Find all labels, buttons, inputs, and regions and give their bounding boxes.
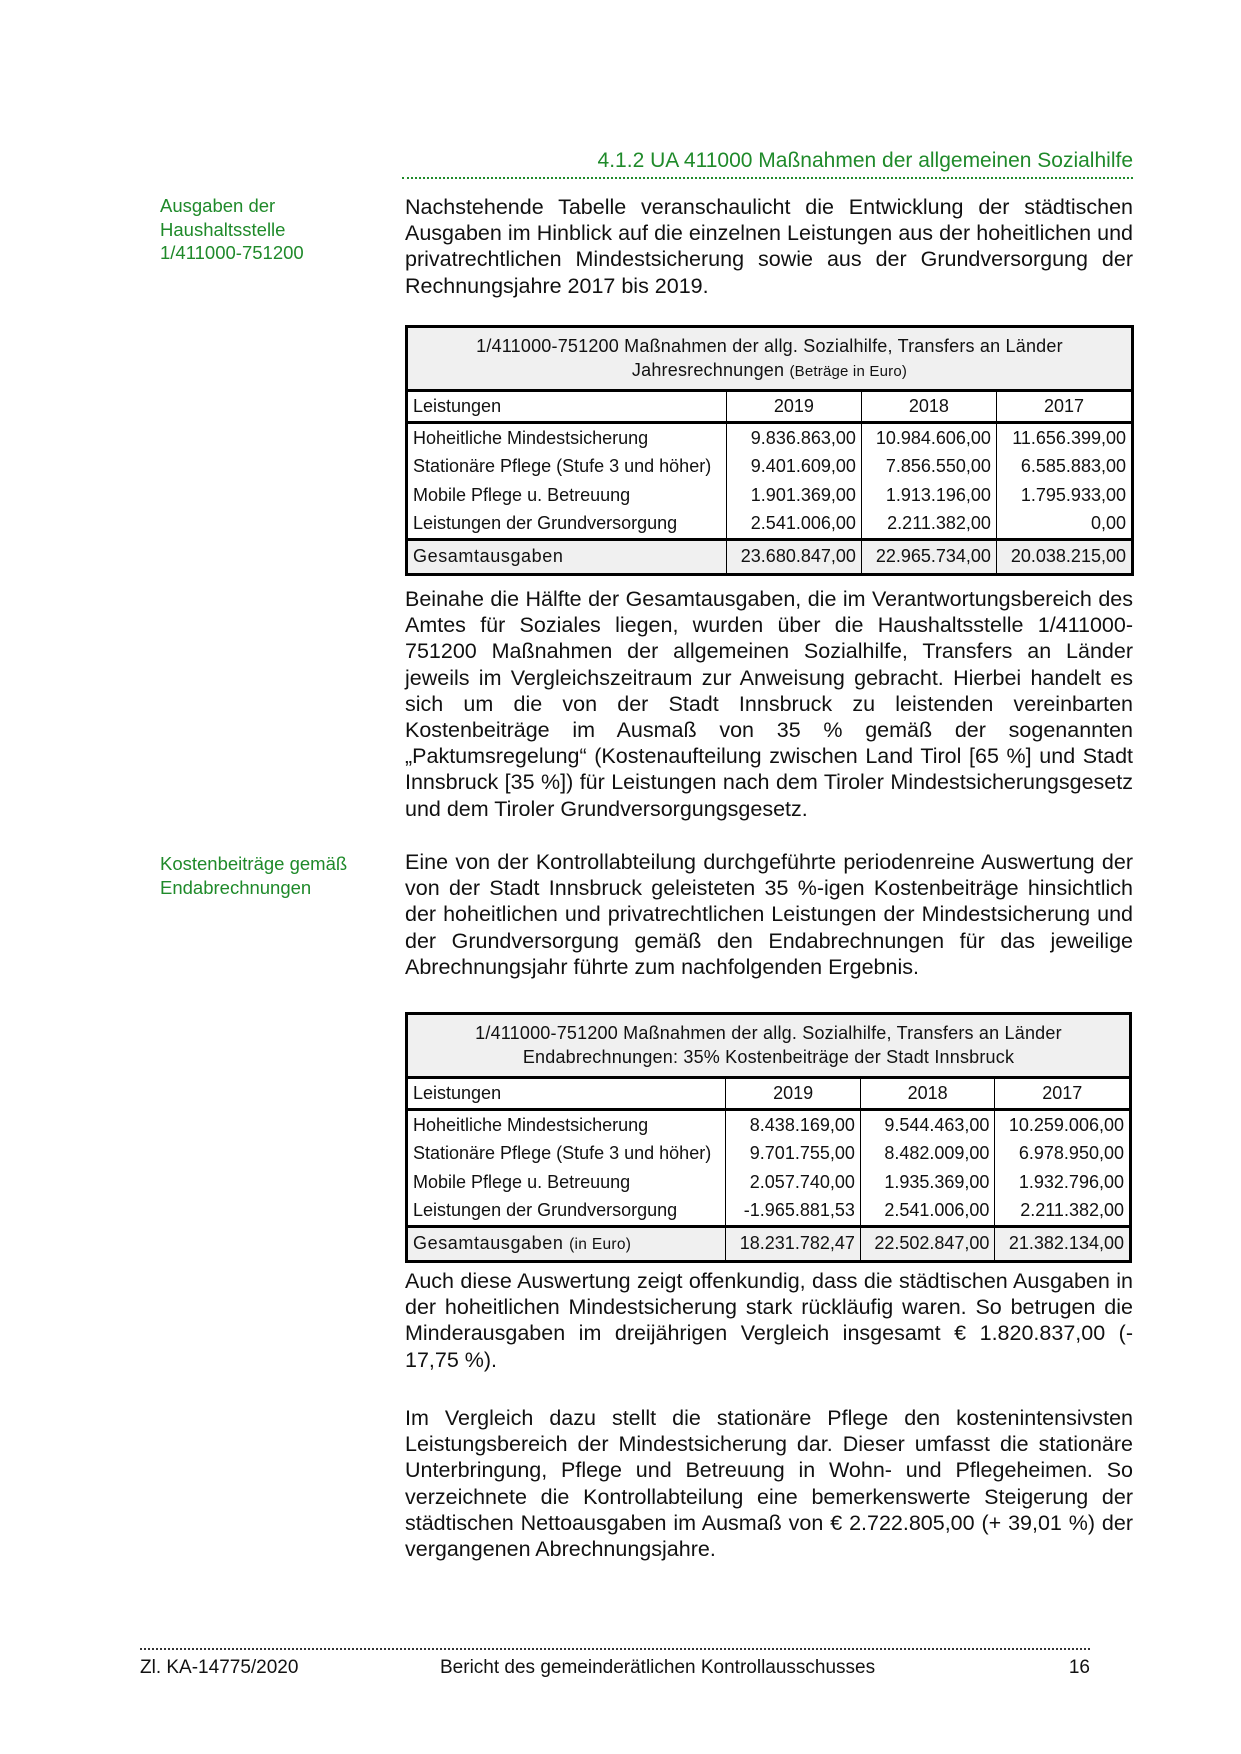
table-title-row xyxy=(407,327,1133,391)
paragraph-minderausgaben xyxy=(405,1268,1133,1373)
table-title-unit: (Beträge in Euro) xyxy=(789,363,908,380)
sidebar-label-line: Kostenbeiträge gemäß xyxy=(160,853,348,874)
table-title xyxy=(407,327,1133,391)
total-value: 18.231.782,47 xyxy=(726,1226,861,1261)
column-header: Leistungen xyxy=(407,1078,726,1110)
column-header: 2017 xyxy=(995,1078,1131,1110)
page-number: 16 xyxy=(1068,1657,1090,1678)
heading-divider xyxy=(402,177,1133,179)
cell-value: 8.438.169,00 xyxy=(726,1109,861,1139)
row-label: Hoheitliche Mindestsicherung xyxy=(407,422,727,452)
cell-value: 1.913.196,00 xyxy=(861,481,996,510)
table-title-line2: Jahresrechnungen (Beträge in Euro) xyxy=(631,360,908,380)
column-header: 2017 xyxy=(996,391,1132,423)
paragraph-text: Auch diese Auswertung zeigt offenkundig, dass die städtischen Ausgaben in der hoheitlichen Mindestsicherung stark rückläufig waren. So betrugen die Minderausgaben im dreijährigen Vergleich insgesamt € 1.820.837,00 (- 17,75 %). xyxy=(405,1269,1133,1372)
sidebar-label-line: Haushaltsstelle xyxy=(160,218,286,240)
cell-value: 9.544.463,00 xyxy=(860,1109,995,1139)
paragraph-auswertung xyxy=(405,849,1133,980)
paragraph-intro xyxy=(405,194,1133,299)
table-row xyxy=(407,1196,1131,1226)
table-total-row xyxy=(407,539,1133,574)
cell-value: 2.057.740,00 xyxy=(726,1168,861,1197)
cell-value: 9.836.863,00 xyxy=(726,422,861,452)
paragraph-text: Nachstehende Tabelle veranschaulicht die Entwicklung der städtischen Ausgaben im Hinblick auf die einzelnen Leistungen aus der hoheitlichen und privatrechtlichen Mindestsicherung sowie aus der Grundversorgung der Rechnungsjahre 2017 bis 2019. xyxy=(405,195,1133,298)
total-value: 22.502.847,00 xyxy=(860,1226,995,1261)
cell-value: 0,00 xyxy=(1090,513,1126,533)
table-endabrechnungen xyxy=(405,1012,1132,1263)
column-header: Leistungen xyxy=(407,391,727,423)
section-heading: 4.1.2 UA 411000 Maßnahmen der allgemeinen Sozialhilfe xyxy=(597,149,1133,172)
paragraph-text: Eine von der Kontrollabteilung durchgeführte periodenreine Auswertung der von der Stadt Innsbruck geleisteten 35 %-igen Kostenbeiträge hinsichtlich der hoheitlichen und privatrechtlichen Leistungen der Mindestsicherung und der Grundversorgung gemäß den Endabrechnungen für das jeweilige Abrechnungsjahr führte zum nachfolgenden Ergebnis. xyxy=(405,850,1133,979)
table-header-row xyxy=(407,1078,1131,1110)
cell-value: 11.656.399,00 xyxy=(1012,427,1126,448)
sidebar-label-line: Ausgaben der xyxy=(160,195,276,216)
table-row xyxy=(407,1109,1131,1139)
cell-value: 7.856.550,00 xyxy=(861,452,996,481)
row-label: Mobile Pflege u. Betreuung xyxy=(407,481,727,510)
row-label: Stationäre Pflege (Stufe 3 und höher) xyxy=(407,1139,726,1168)
table-title-line2: Endabrechnungen: 35% Kostenbeiträge der Stadt Innsbruck xyxy=(522,1047,1015,1067)
cell-value: 6.978.950,00 xyxy=(1018,1143,1124,1163)
cell-value: 6.585.883,00 xyxy=(1020,456,1126,476)
footer-reference: Zl. KA-14775/2020 xyxy=(140,1657,299,1678)
cell-value: -1.965.881,53 xyxy=(726,1196,861,1226)
total-label: Gesamtausgaben (in Euro) xyxy=(407,1226,726,1261)
sidebar-label-kostenbeitraege xyxy=(160,852,390,899)
column-header: 2018 xyxy=(860,1078,995,1110)
paragraph-stationaere-pflege xyxy=(405,1405,1133,1562)
total-value: 20.038.215,00 xyxy=(996,539,1132,574)
row-label: Mobile Pflege u. Betreuung xyxy=(407,1168,726,1197)
sidebar-label-line: 1/411000-751200 xyxy=(160,242,304,263)
cell-value: 1.935.369,00 xyxy=(860,1168,995,1197)
cell-value: 2.211.382,00 xyxy=(861,509,996,539)
cell-value: 2.541.006,00 xyxy=(726,509,861,539)
row-label: Stationäre Pflege (Stufe 3 und höher) xyxy=(407,452,727,481)
total-value: 23.680.847,00 xyxy=(726,539,861,574)
table-row xyxy=(407,452,1133,481)
column-header: 2019 xyxy=(726,391,861,423)
cell-value: 9.401.609,00 xyxy=(726,452,861,481)
column-header: 2018 xyxy=(861,391,996,423)
total-value: 21.382.134,00 xyxy=(995,1226,1131,1261)
cell-value: 10.984.606,00 xyxy=(861,422,996,452)
cell-value: 9.701.755,00 xyxy=(726,1139,861,1168)
cell-value: 1.901.369,00 xyxy=(726,481,861,510)
table-row xyxy=(407,422,1133,452)
sidebar-label-line: Endabrechnungen xyxy=(160,876,312,898)
paragraph-gesamtausgaben xyxy=(405,586,1133,822)
footer-title: Bericht des gemeinderätlichen Kontrollausschusses xyxy=(440,1657,876,1678)
cell-value: 2.211.382,00 xyxy=(1020,1200,1124,1220)
table-row xyxy=(407,1139,1131,1168)
table-header-row xyxy=(407,391,1133,423)
table-row xyxy=(407,1168,1131,1197)
cell-value: 8.482.009,00 xyxy=(860,1139,995,1168)
column-header: 2019 xyxy=(726,1078,861,1110)
footer-divider xyxy=(140,1648,1090,1650)
sidebar-label-ausgaben xyxy=(160,194,390,265)
cell-value: 1.795.933,00 xyxy=(1020,484,1126,505)
table-title-line1: 1/411000-751200 Maßnahmen der allg. Sozialhilfe, Transfers an Länder xyxy=(476,336,1063,356)
cell-value: 10.259.006,00 xyxy=(1008,1114,1124,1135)
total-label: Gesamtausgaben xyxy=(407,539,727,574)
table-total-row xyxy=(407,1226,1131,1261)
total-unit: (in Euro) xyxy=(569,1235,632,1253)
total-value: 22.965.734,00 xyxy=(861,539,996,574)
table-title-row xyxy=(407,1014,1131,1078)
row-label: Hoheitliche Mindestsicherung xyxy=(407,1109,726,1139)
paragraph-text: Im Vergleich dazu stellt die stationäre Pflege den kostenintensivsten Leistungsbereich der Mindestsicherung dar. Dieser umfasst die stationäre Unterbringung, Pflege und Betreuung in Wohn- und Pflegeheimen. So verzeichnete die Kontrollabteilung eine bemerkenswerte Steigerung der städtischen Nettoausgaben im Ausmaß von € 2.722.805,00 (+ 39,01 %) der vergangenen Abrechnungsjahre. xyxy=(405,1406,1133,1562)
cell-value: 1.932.796,00 xyxy=(1018,1171,1124,1192)
row-label: Leistungen der Grundversorgung xyxy=(407,509,727,539)
paragraph-text: Beinahe die Hälfte der Gesamtausgaben, die im Verantwortungsbereich des Amtes für Soziales liegen, wurden über die Haushaltsstelle 1/411000-751200 Maßnahmen der allgemeinen Sozialhilfe, Transfers an Länder jeweils im Vergleichszeitraum zur Anweisung gebracht. Hierbei handelt es sich um die von der Stadt Innsbruck zu leistenden vereinbarten Kostenbeiträge im Ausmaß von 35 % gemäß der sogenannten „Paktumsregelung“ (Kostenaufteilung zwischen Land Tirol [65 %] und Stadt Innsbruck [35 %]) für Leistungen nach dem Tiroler Mindestsicherungsgesetz und dem Tiroler Grundversorgungsgesetz. xyxy=(405,587,1133,821)
row-label: Leistungen der Grundversorgung xyxy=(407,1196,726,1226)
table-row xyxy=(407,481,1133,510)
table-title-line1: 1/411000-751200 Maßnahmen der allg. Sozialhilfe, Transfers an Länder xyxy=(475,1023,1062,1043)
table-title xyxy=(407,1014,1131,1078)
table-jahresrechnungen xyxy=(405,325,1134,576)
cell-value: 2.541.006,00 xyxy=(860,1196,995,1226)
table-row xyxy=(407,509,1133,539)
